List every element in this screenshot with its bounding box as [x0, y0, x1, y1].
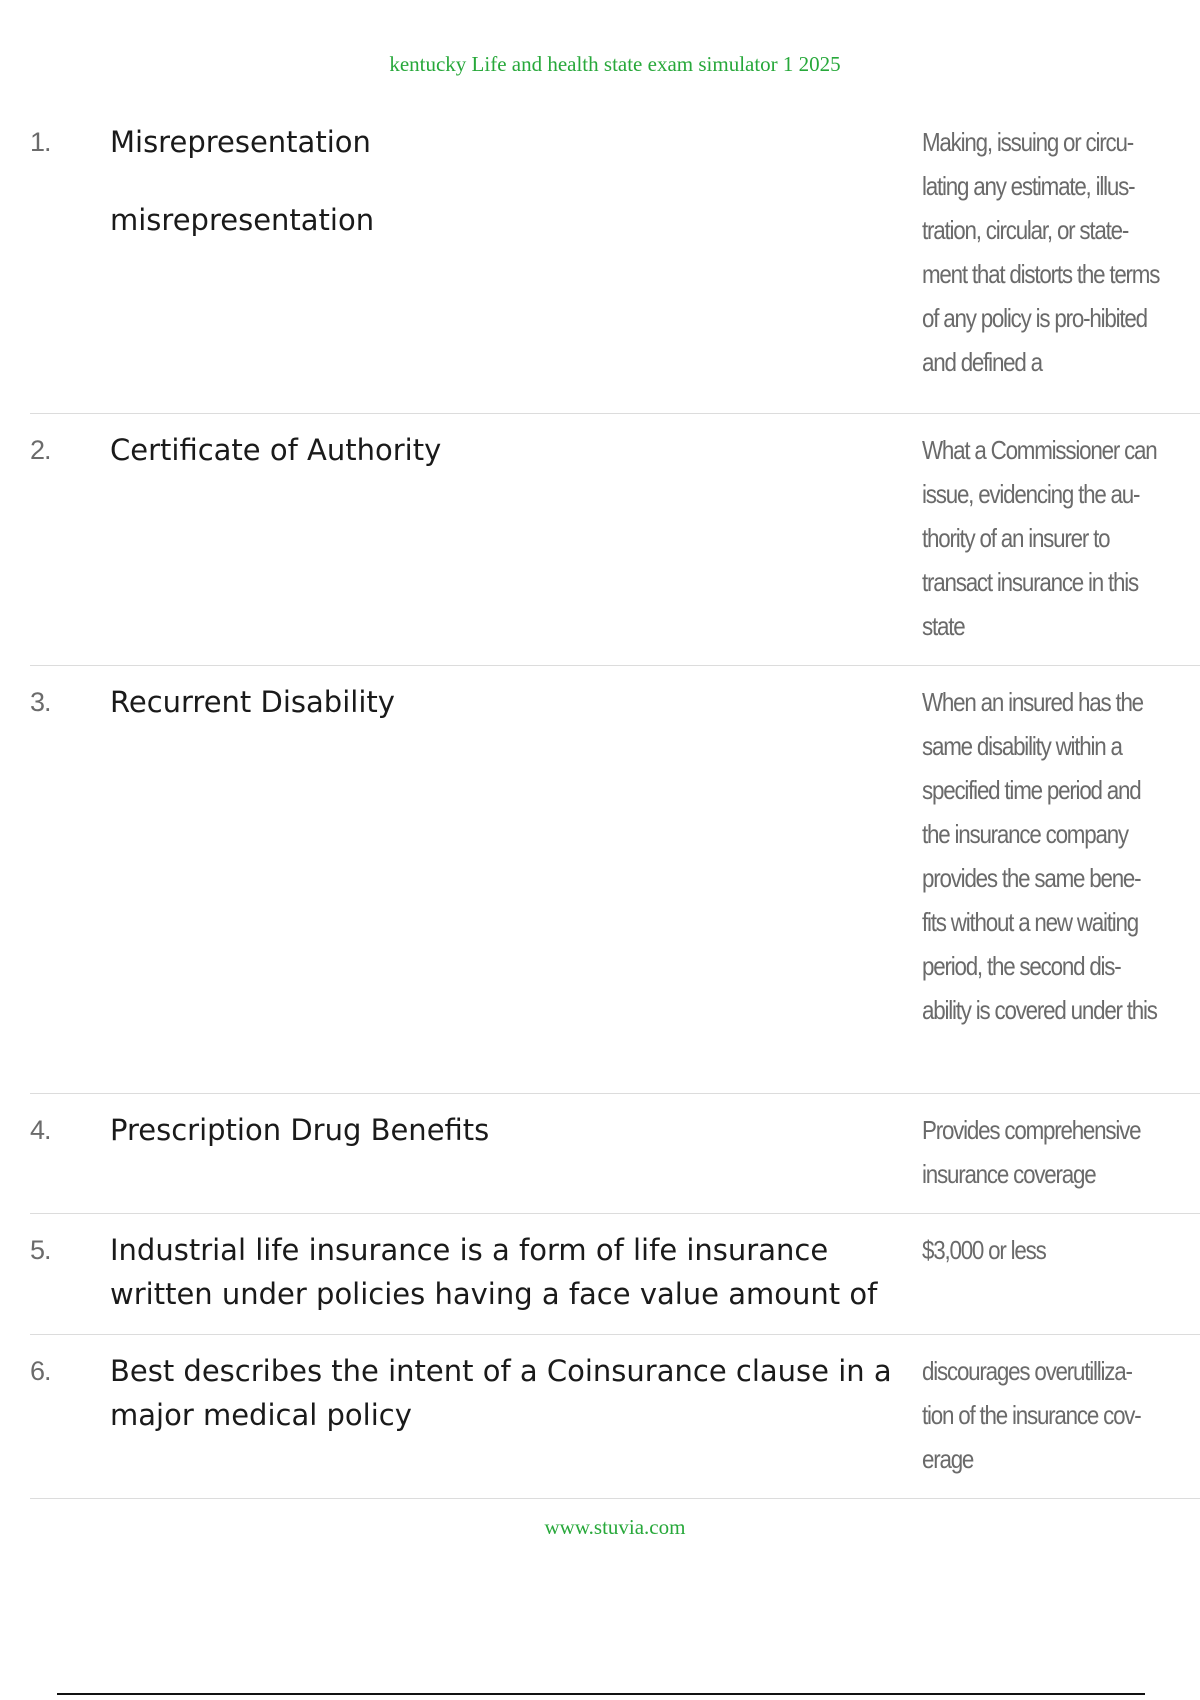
flashcard [30, 414, 1200, 666]
flashcard [30, 666, 1200, 1094]
page-header: kentucky Life and health state exam simulator 1 2025 [389, 52, 841, 76]
card-term: Industrial life insurance is a form of life insurance written under policies having a face value amount of [110, 1233, 878, 1311]
bottom-divider [57, 1693, 1145, 1695]
card-definition: Making, issuing or circu-lating any estimate, illus-tration, circular, or state-ment that distorts the terms of any policy is pro-hibited and defined a [922, 127, 1160, 377]
card-definition: discourages overutilliza-tion of the insurance cov-erage [922, 1356, 1141, 1474]
card-number: 3. [30, 687, 51, 717]
flashcard [30, 1335, 1200, 1499]
page-footer-url: www.stuvia.com [544, 1515, 686, 1539]
card-number: 6. [30, 1356, 51, 1386]
card-term: Best describes the intent of a Coinsurance clause in a major medical policy [110, 1354, 892, 1432]
card-definition: Provides comprehensive insurance coverage [922, 1115, 1141, 1189]
card-number: 4. [30, 1115, 51, 1145]
card-number: 1. [30, 127, 51, 157]
card-number: 5. [30, 1235, 51, 1265]
card-term: Recurrent Disability [110, 685, 395, 719]
flashcard [30, 120, 1200, 414]
flashcard [30, 1214, 1200, 1335]
card-number: 2. [30, 435, 51, 465]
card-definition: When an insured has the same disability within a specified time period and the insurance company provides the same bene-fits without a new waiting period, the second dis-ability is covered under this [922, 687, 1157, 1025]
flashcard [30, 1094, 1200, 1214]
term-alt-text: misrepresentation [110, 203, 375, 237]
term-text: Misrepresentation [110, 125, 371, 159]
card-term: Prescription Drug Benefits [110, 1113, 490, 1147]
card-definition: $3,000 or less [922, 1235, 1046, 1265]
card-term: Certificate of Authority [110, 433, 442, 467]
flashcard-list [30, 120, 1200, 1499]
card-definition: What a Commissioner can issue, evidencing the au-thority of an insurer to transact insurance in this state [922, 435, 1157, 641]
card-term [110, 120, 922, 413]
